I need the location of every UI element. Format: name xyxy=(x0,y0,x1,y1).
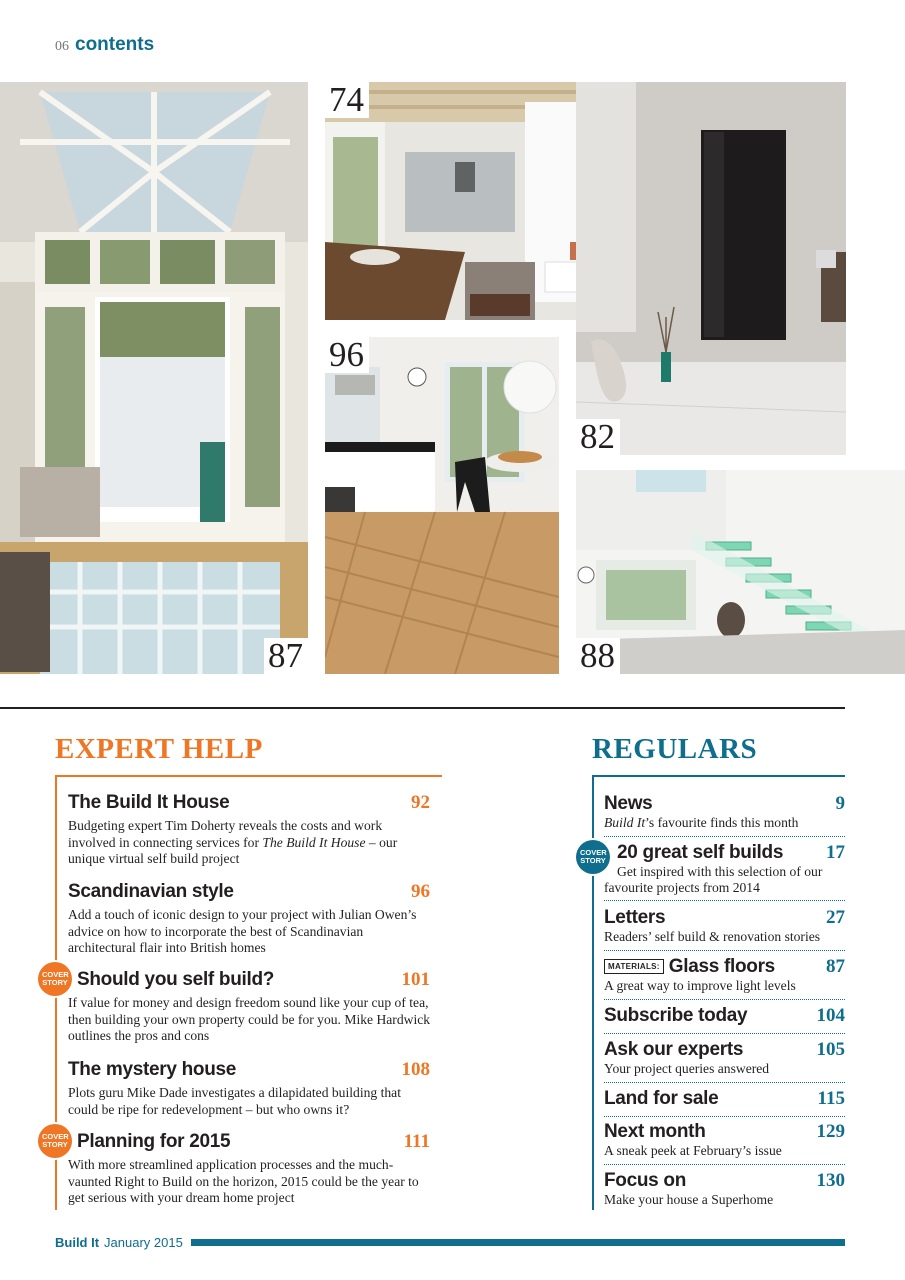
item-description: Make your house a Superhome xyxy=(604,1192,774,1207)
item-title-text: Glass floors xyxy=(668,956,775,977)
regular-item-land-for-sale[interactable] xyxy=(604,1088,845,1110)
item-description: Readers’ self build & renovation stories xyxy=(604,929,821,944)
item-page: 87 xyxy=(826,956,845,977)
dotted-separator xyxy=(604,900,845,901)
item-title: The Build It House xyxy=(68,792,230,813)
description-text: – our unique virtual self build project xyxy=(68,834,398,866)
photo-label: 74 xyxy=(325,82,369,118)
regular-item-focus-on[interactable] xyxy=(604,1170,845,1208)
dotted-separator xyxy=(604,950,845,951)
expert-help-heading: EXPERT HELP xyxy=(55,733,263,765)
dotted-separator xyxy=(604,1116,845,1117)
expert-item-planning-2015[interactable] xyxy=(68,1131,430,1207)
regular-item-next-month[interactable] xyxy=(604,1121,845,1159)
item-page: 104 xyxy=(816,1005,845,1026)
regular-item-letters[interactable] xyxy=(604,907,845,945)
regular-item-20-great-self-builds[interactable] xyxy=(604,842,845,896)
page-header xyxy=(55,34,154,56)
item-page: 27 xyxy=(826,907,845,928)
footer-issue: January 2015 xyxy=(104,1235,183,1250)
photo-label: 87 xyxy=(264,638,308,674)
cover-story-badge xyxy=(38,962,72,996)
expert-item-scandinavian-style[interactable] xyxy=(68,881,430,957)
cover-story-badge xyxy=(38,1124,72,1158)
item-title: Letters xyxy=(604,907,666,928)
item-page: 108 xyxy=(401,1059,430,1080)
footer-rule xyxy=(191,1239,845,1246)
regular-item-ask-our-experts[interactable] xyxy=(604,1039,845,1077)
regular-item-glass-floors[interactable] xyxy=(604,956,845,994)
item-description: A great way to improve light levels xyxy=(604,978,796,993)
description-text: Budgeting expert Tim Doherty reveals the costs and work involved in connecting services for xyxy=(68,818,383,850)
item-page: 96 xyxy=(411,881,430,902)
photo-label: 96 xyxy=(325,337,369,373)
item-page: 111 xyxy=(403,1131,430,1152)
expert-item-mystery-house[interactable] xyxy=(68,1059,430,1118)
photo-radiator xyxy=(576,82,846,455)
item-page: 129 xyxy=(816,1121,845,1142)
item-title xyxy=(604,956,775,978)
photo-glass-staircase xyxy=(576,470,905,674)
item-title: Should you self build? xyxy=(77,969,275,990)
badge-text: COVER STORY xyxy=(42,1131,69,1149)
footer-brand: Build It xyxy=(55,1235,100,1250)
expert-item-should-you-self-build[interactable] xyxy=(68,969,431,1045)
item-title: The mystery house xyxy=(68,1059,237,1080)
item-description: Your project queries answered xyxy=(604,1061,770,1076)
item-description xyxy=(604,815,845,831)
item-title: 20 great self builds xyxy=(617,842,784,863)
badge-text: COVER STORY xyxy=(580,847,607,865)
description-italic: Build It xyxy=(604,815,646,830)
item-description: Get inspired with this selection of our favourite projects from 2014 xyxy=(604,864,823,895)
item-title: Scandinavian style xyxy=(68,881,234,902)
page-number: 06 xyxy=(55,39,69,54)
item-page: 105 xyxy=(816,1039,845,1060)
dotted-separator xyxy=(604,1082,845,1083)
regular-item-subscribe[interactable] xyxy=(604,1005,845,1027)
section-title: contents xyxy=(75,34,155,55)
item-title: Ask our experts xyxy=(604,1039,744,1060)
expert-item-build-it-house[interactable] xyxy=(68,792,430,868)
description-italic: The Build It House xyxy=(262,834,366,850)
item-title: Subscribe today xyxy=(604,1005,748,1026)
photo-scandinavian-kitchen xyxy=(325,337,559,674)
description-text: ’s favourite finds this month xyxy=(645,815,799,830)
item-description: If value for money and design freedom sound like your cup of tea, then building your own property could be for you. Mike Hardwick outlines the pros and cons xyxy=(68,995,431,1043)
section-divider xyxy=(0,707,845,709)
item-page: 92 xyxy=(411,792,430,813)
item-page: 17 xyxy=(826,842,845,863)
photo-conservatory xyxy=(0,82,308,674)
dotted-separator xyxy=(604,999,845,1000)
page-footer xyxy=(55,1235,845,1250)
regular-item-news[interactable] xyxy=(604,793,845,831)
item-page: 115 xyxy=(817,1088,845,1109)
item-title: Land for sale xyxy=(604,1088,719,1109)
badge-text: COVER STORY xyxy=(42,969,69,987)
item-description xyxy=(68,818,430,868)
materials-tag: MATERIALS: xyxy=(604,959,664,974)
item-description: Add a touch of iconic design to your project with Julian Owen’s advice on how to incorporate the best of Scandinavian architectural flair into British homes xyxy=(68,907,417,955)
dotted-separator xyxy=(604,1164,845,1165)
item-title: News xyxy=(604,793,653,814)
item-page: 101 xyxy=(401,969,430,990)
item-title: Next month xyxy=(604,1121,706,1142)
item-page: 130 xyxy=(816,1170,845,1191)
item-description: A sneak peek at February’s issue xyxy=(604,1143,782,1158)
photo-label: 88 xyxy=(576,638,620,674)
item-description: Plots guru Mike Dade investigates a dilapidated building that could be ripe for redevelopment – but who owns it? xyxy=(68,1085,401,1117)
dotted-separator xyxy=(604,836,845,837)
item-title: Focus on xyxy=(604,1170,687,1191)
dotted-separator xyxy=(604,1033,845,1034)
item-page: 9 xyxy=(835,793,845,814)
regulars-heading: REGULARS xyxy=(592,733,758,765)
item-title: Planning for 2015 xyxy=(77,1131,231,1152)
photo-label: 82 xyxy=(576,419,620,455)
item-description: With more streamlined application processes and the much-vaunted Right to Build on the horizon, 2015 could be the year to get serious with your dream home project xyxy=(68,1157,419,1205)
